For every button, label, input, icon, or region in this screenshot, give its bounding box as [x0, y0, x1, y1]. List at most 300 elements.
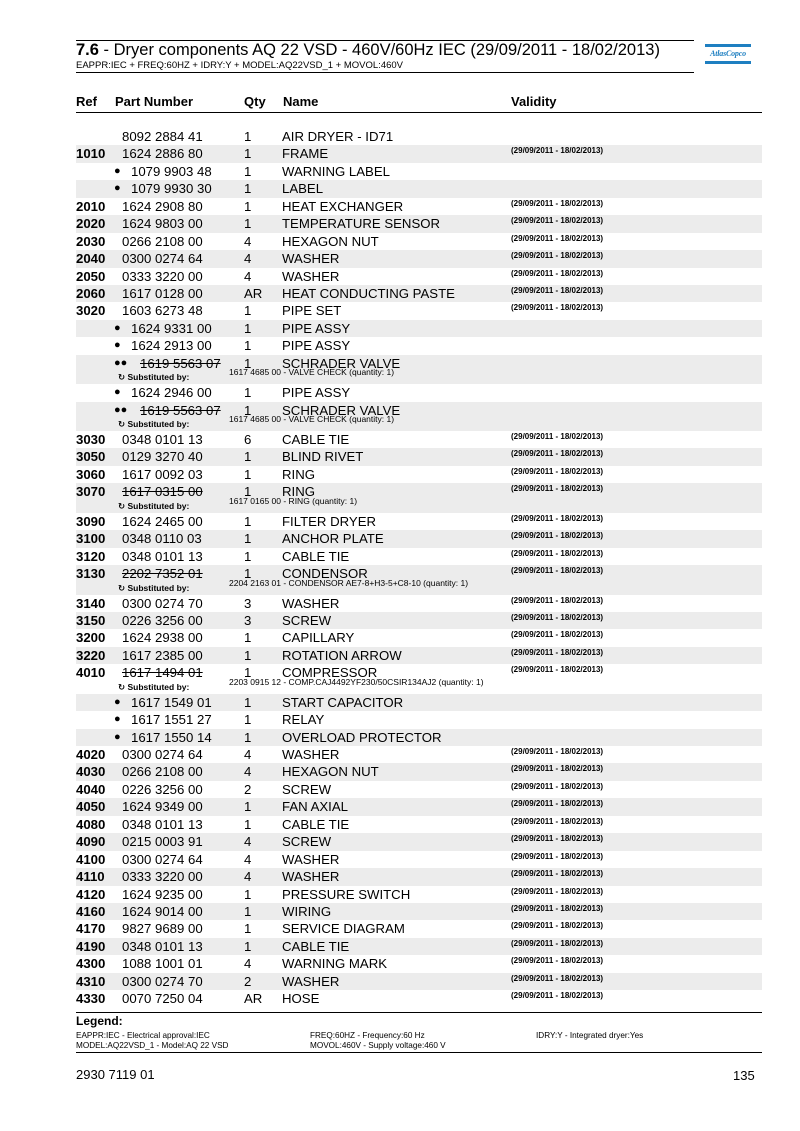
row-part-number: 1624 2913 00: [131, 338, 212, 354]
table-row: [76, 355, 762, 372]
table-row: [76, 431, 762, 448]
row-ref: 3140: [76, 595, 106, 611]
row-part-number: 0129 3270 40: [122, 449, 203, 465]
row-ref: 4080: [76, 816, 106, 832]
row-part-number: 0300 0274 70: [122, 973, 203, 989]
row-validity: (29/09/2011 - 18/02/2013): [511, 869, 604, 879]
row-part-number: 8092 2884 41: [122, 129, 203, 144]
row-part-number: 1617 1550 14: [131, 729, 212, 745]
footer-rule: [76, 1052, 762, 1053]
indent-bullet-icon: ●●: [114, 403, 128, 416]
indent-bullet-icon: ●: [114, 386, 121, 399]
row-ref: 3150: [76, 612, 106, 628]
indent-bullet-icon: ●: [114, 182, 121, 195]
row-name: PIPE ASSY: [282, 338, 351, 354]
row-validity: (29/09/2011 - 18/02/2013): [511, 834, 604, 844]
table-row: [76, 337, 762, 354]
row-validity: (29/09/2011 - 18/02/2013): [511, 303, 604, 313]
row-qty: 1: [244, 548, 252, 564]
row-part-number: 0348 0101 13: [122, 432, 203, 447]
row-ref: 3130: [76, 566, 106, 582]
row-name: CABLE TIE: [282, 432, 350, 447]
row-qty: 1: [244, 303, 252, 319]
row-name: SERVICE DIAGRAM: [282, 921, 405, 937]
row-name: FRAME: [282, 146, 329, 162]
table-row: [76, 729, 762, 746]
legend-title: Legend:: [76, 1014, 123, 1028]
row-qty: 1: [244, 449, 252, 465]
row-validity: (29/09/2011 - 18/02/2013): [511, 612, 604, 622]
row-validity: (29/09/2011 - 18/02/2013): [511, 938, 604, 948]
table-row: [76, 302, 762, 319]
row-validity: (29/09/2011 - 18/02/2013): [511, 764, 604, 774]
table-row: [76, 215, 762, 232]
substituted-by-label: [118, 419, 189, 430]
row-validity: (29/09/2011 - 18/02/2013): [511, 216, 604, 226]
row-ref: 3060: [76, 466, 106, 482]
section-title: - Dryer components AQ 22 VSD - 460V/60Hz IEC (29/09/2011 - 18/02/2013): [103, 41, 660, 59]
row-qty: 1: [244, 665, 252, 681]
column-header-name: Name: [283, 94, 319, 109]
row-validity: (29/09/2011 - 18/02/2013): [511, 513, 604, 523]
row-name: ANCHOR PLATE: [282, 531, 384, 547]
indent-bullet-icon: ●: [114, 713, 121, 726]
substituted-by-text: Substituted by:: [127, 372, 190, 383]
row-qty: 1: [244, 531, 252, 547]
row-name: CABLE TIE: [282, 548, 350, 564]
row-ref: 2030: [76, 233, 106, 249]
row-qty: 1: [244, 216, 252, 232]
row-name: RING: [282, 466, 315, 482]
legend-freq: FREQ:60HZ - Frequency:60 Hz: [310, 1031, 425, 1040]
row-name: WASHER: [282, 747, 340, 762]
row-qty: 1: [244, 729, 252, 745]
table-row: [76, 466, 762, 483]
row-validity: (29/09/2011 - 18/02/2013): [511, 991, 604, 1001]
table-row: [76, 781, 762, 798]
row-ref: 3030: [76, 432, 106, 447]
row-part-number: 0333 3220 00: [122, 869, 203, 885]
substituted-by-label: [118, 583, 189, 594]
substitution-row: [76, 495, 762, 513]
row-part-number: 1624 9014 00: [122, 903, 203, 919]
table-row: [76, 746, 762, 763]
row-name: CABLE TIE: [282, 816, 350, 832]
row-qty: 3: [244, 595, 252, 611]
table-row: [76, 128, 762, 145]
substituted-by-text: Substituted by:: [127, 582, 190, 593]
row-validity: (29/09/2011 - 18/02/2013): [511, 268, 604, 278]
table-row: [76, 595, 762, 612]
row-validity: (29/09/2011 - 18/02/2013): [511, 146, 604, 156]
row-qty: 4: [244, 869, 252, 885]
row-name: HEAT EXCHANGER: [282, 198, 404, 214]
row-part-number: 0300 0274 70: [122, 595, 203, 611]
row-validity: (29/09/2011 - 18/02/2013): [511, 903, 604, 913]
row-validity: (29/09/2011 - 18/02/2013): [511, 973, 604, 983]
row-qty: 4: [244, 233, 252, 249]
table-row: [76, 938, 762, 955]
row-qty: 1: [244, 355, 252, 371]
table-row: [76, 833, 762, 850]
row-name: ROTATION ARROW: [282, 647, 402, 663]
substitute-part: 1617 0165 00 - RING (quantity: 1): [229, 495, 358, 506]
substitute-part: 2203 0915 12 - COMP.CAJ4492YF230/50CSIR134AJ2 (quantity: 1): [229, 676, 484, 687]
row-part-number: 0300 0274 64: [122, 251, 203, 267]
page-subtitle: EAPPR:IEC + FREQ:60HZ + IDRY:Y + MODEL:AQ22VSD_1 + MOVOL:460V: [76, 60, 404, 71]
legend-movol: MOVOL:460V - Supply voltage:460 V: [310, 1041, 446, 1050]
row-ref: 2040: [76, 251, 106, 267]
row-name: PIPE ASSY: [282, 320, 351, 336]
substitute-part: 1617 4685 00 - VALVE CHECK (quantity: 1): [229, 367, 395, 378]
row-part-number: 1079 9930 30: [131, 181, 212, 197]
legend-model: MODEL:AQ22VSD_1 - Model:AQ 22 VSD: [76, 1041, 229, 1050]
row-validity: (29/09/2011 - 18/02/2013): [511, 956, 604, 966]
table-row: [76, 198, 762, 215]
table-row: [76, 868, 762, 885]
row-ref: 3050: [76, 449, 106, 465]
row-qty: 4: [244, 251, 252, 267]
column-header-part-number: Part Number: [115, 94, 194, 109]
row-qty: 1: [244, 799, 252, 815]
row-validity: (29/09/2011 - 18/02/2013): [511, 566, 604, 576]
substitution-row: [76, 577, 762, 595]
row-ref: 4040: [76, 781, 106, 797]
row-validity: (29/09/2011 - 18/02/2013): [511, 886, 604, 896]
table-row: [76, 268, 762, 285]
page-title: [76, 41, 660, 60]
row-part-number: 9827 9689 00: [122, 921, 203, 937]
row-part-number: 1624 2465 00: [122, 513, 203, 529]
table-row: [76, 180, 762, 197]
substituted-by-label: [118, 372, 189, 383]
table-row: [76, 973, 762, 990]
section-number: 7.6: [76, 41, 99, 59]
row-ref: 4020: [76, 747, 106, 762]
table-row: [76, 163, 762, 180]
substitution-row: [76, 414, 762, 431]
column-header-rule: [76, 112, 762, 113]
row-part-number: 1617 0092 03: [122, 466, 203, 482]
row-qty: 1: [244, 163, 252, 179]
row-ref: 4170: [76, 921, 106, 937]
row-ref: 2010: [76, 198, 106, 214]
row-name: FAN AXIAL: [282, 799, 348, 815]
row-qty: 1: [244, 694, 252, 710]
row-qty: 1: [244, 903, 252, 919]
row-name: START CAPACITOR: [282, 694, 404, 710]
row-name: AIR DRYER - ID71: [282, 129, 394, 144]
refresh-icon: ↻: [118, 372, 128, 383]
table-row: [76, 990, 762, 1007]
row-validity: (29/09/2011 - 18/02/2013): [511, 851, 604, 861]
row-qty: 1: [244, 402, 252, 418]
row-name: CABLE TIE: [282, 938, 350, 954]
row-part-number: 1624 2908 80: [122, 198, 203, 214]
header-bottom-rule: [76, 72, 694, 73]
legend-idry: IDRY:Y - Integrated dryer:Yes: [536, 1031, 644, 1040]
row-part-number: 0266 2108 00: [122, 233, 203, 249]
row-ref: 4190: [76, 938, 106, 954]
row-name: RELAY: [282, 712, 325, 728]
logo-text: AtlasCopco: [710, 49, 746, 58]
row-qty: 1: [244, 146, 252, 162]
row-part-number: 0300 0274 64: [122, 747, 203, 762]
table-row: [76, 629, 762, 646]
row-ref: 4330: [76, 991, 106, 1007]
table-row: [76, 851, 762, 868]
row-part-number: 0215 0003 91: [122, 834, 203, 850]
row-part-number: 0348 0101 13: [122, 548, 203, 564]
table-row: [76, 763, 762, 780]
row-name: RING: [282, 484, 315, 500]
row-part-number: 1619 5563 07: [140, 402, 221, 418]
row-part-number: 1624 2886 80: [122, 146, 203, 162]
row-qty: 4: [244, 956, 252, 972]
row-qty: 1: [244, 385, 252, 401]
column-header-validity: Validity: [511, 94, 557, 109]
substitution-row: [76, 367, 762, 384]
row-validity: (29/09/2011 - 18/02/2013): [511, 285, 604, 295]
indent-bullet-icon: ●: [114, 164, 121, 177]
row-qty: 4: [244, 834, 252, 850]
row-qty: 4: [244, 764, 252, 780]
row-part-number: 0348 0101 13: [122, 816, 203, 832]
row-name: HOSE: [282, 991, 320, 1007]
substitute-part: 2204 2163 01 - CONDENSOR AE7-8+H3-5+C8-10 (quantity: 1): [229, 577, 469, 588]
row-validity: (29/09/2011 - 18/02/2013): [511, 198, 604, 208]
row-ref: 3100: [76, 531, 106, 547]
row-qty: 1: [244, 198, 252, 214]
row-validity: (29/09/2011 - 18/02/2013): [511, 816, 604, 826]
row-name: WASHER: [282, 595, 340, 611]
row-name: PIPE ASSY: [282, 385, 351, 401]
parts-table: [76, 128, 762, 1008]
row-qty: 1: [244, 181, 252, 197]
row-name: WASHER: [282, 973, 340, 989]
refresh-icon: ↻: [118, 681, 128, 692]
row-qty: 2: [244, 973, 252, 989]
row-name: WASHER: [282, 251, 340, 267]
substituted-by-label: [118, 501, 189, 512]
table-row: [76, 250, 762, 267]
row-validity: (29/09/2011 - 18/02/2013): [511, 484, 604, 494]
indent-bullet-icon: ●: [114, 339, 121, 352]
legend-eappr: EAPPR:IEC - Electrical approval:IEC: [76, 1031, 210, 1040]
indent-bullet-icon: ●: [114, 321, 121, 334]
row-validity: (29/09/2011 - 18/02/2013): [511, 466, 604, 476]
row-qty: 2: [244, 781, 252, 797]
row-name: WASHER: [282, 268, 340, 284]
row-ref: 4030: [76, 764, 106, 780]
row-part-number: 0348 0110 03: [122, 531, 202, 547]
column-header-qty: Qty: [244, 94, 266, 109]
row-validity: (29/09/2011 - 18/02/2013): [511, 781, 604, 791]
row-qty: 1: [244, 513, 252, 529]
row-ref: 3120: [76, 548, 106, 564]
row-part-number: 1624 2946 00: [131, 385, 212, 401]
row-name: TEMPERATURE SENSOR: [282, 216, 441, 232]
row-ref: 3090: [76, 513, 106, 529]
row-name: OVERLOAD PROTECTOR: [282, 729, 442, 745]
row-ref: 3220: [76, 647, 106, 663]
row-validity: (29/09/2011 - 18/02/2013): [511, 251, 604, 261]
row-part-number: 0226 3256 00: [122, 612, 203, 628]
row-qty: 1: [244, 320, 252, 336]
table-row: [76, 285, 762, 302]
row-name: WARNING LABEL: [282, 163, 390, 179]
row-name: LABEL: [282, 181, 324, 197]
indent-bullet-icon: ●: [114, 730, 121, 743]
row-name: CAPILLARY: [282, 630, 355, 646]
row-part-number: 1617 2385 00: [122, 647, 203, 663]
row-ref: 4160: [76, 903, 106, 919]
row-qty: AR: [244, 991, 263, 1007]
table-row: [76, 483, 762, 500]
table-row: [76, 711, 762, 728]
row-name: HEXAGON NUT: [282, 233, 379, 249]
row-part-number: 1619 5563 07: [140, 355, 221, 371]
row-qty: 1: [244, 338, 252, 354]
column-header-ref: Ref: [76, 94, 97, 109]
row-name: CONDENSOR: [282, 566, 368, 582]
refresh-icon: ↻: [118, 419, 128, 429]
row-name: FILTER DRYER: [282, 513, 377, 529]
row-ref: 3200: [76, 630, 106, 646]
row-qty: 1: [244, 566, 252, 582]
row-part-number: 2202 7352 01: [122, 566, 203, 582]
row-part-number: 1624 9235 00: [122, 886, 203, 902]
row-qty: 1: [244, 712, 252, 728]
row-part-number: 1624 9803 00: [122, 216, 203, 232]
page-number: 135: [733, 1068, 755, 1083]
row-part-number: 1624 9349 00: [122, 799, 203, 815]
table-row: [76, 448, 762, 465]
row-validity: (29/09/2011 - 18/02/2013): [511, 747, 604, 756]
row-name: WIRING: [282, 903, 332, 919]
table-row: [76, 647, 762, 664]
substituted-by-text: Substituted by:: [127, 419, 190, 429]
row-name: SCREW: [282, 781, 332, 797]
row-validity: (29/09/2011 - 18/02/2013): [511, 921, 604, 931]
indent-bullet-icon: ●●: [114, 356, 128, 369]
row-name: WASHER: [282, 869, 340, 885]
row-name: SCHRADER VALVE: [282, 355, 401, 371]
row-validity: (29/09/2011 - 18/02/2013): [511, 449, 604, 459]
row-ref: 2060: [76, 285, 106, 301]
row-part-number: 0226 3256 00: [122, 781, 203, 797]
row-validity: (29/09/2011 - 18/02/2013): [511, 233, 604, 243]
row-name: SCHRADER VALVE: [282, 402, 401, 418]
row-name: BLIND RIVET: [282, 449, 364, 465]
row-qty: 6: [244, 432, 252, 447]
row-part-number: 1617 1549 01: [131, 694, 212, 710]
row-name: HEXAGON NUT: [282, 764, 379, 780]
row-part-number: 1617 0128 00: [122, 285, 203, 301]
row-qty: 1: [244, 647, 252, 663]
table-row: [76, 320, 762, 337]
row-validity: (29/09/2011 - 18/02/2013): [511, 665, 604, 675]
table-row: [76, 920, 762, 937]
table-row: [76, 816, 762, 833]
row-name: SCREW: [282, 834, 332, 850]
table-row: [76, 548, 762, 565]
row-ref: 3070: [76, 484, 106, 500]
row-name: SCREW: [282, 612, 332, 628]
table-row: [76, 612, 762, 629]
row-qty: 4: [244, 747, 252, 762]
row-validity: (29/09/2011 - 18/02/2013): [511, 630, 604, 640]
table-row: [76, 955, 762, 972]
refresh-icon: ↻: [118, 500, 128, 511]
row-part-number: 0348 0101 13: [122, 938, 203, 954]
row-part-number: 0333 3220 00: [122, 268, 203, 284]
substitute-part: 1617 4685 00 - VALVE CHECK (quantity: 1): [229, 414, 395, 424]
row-qty: 4: [244, 851, 252, 867]
row-ref: 4120: [76, 886, 106, 902]
table-row: [76, 384, 762, 401]
document-number: 2930 7119 01: [76, 1067, 155, 1082]
row-qty: 1: [244, 816, 252, 832]
refresh-icon: ↻: [118, 582, 128, 593]
table-row: [76, 694, 762, 711]
row-name: PRESSURE SWITCH: [282, 886, 411, 902]
row-part-number: 1624 2938 00: [122, 630, 203, 646]
row-name: COMPRESSOR: [282, 665, 378, 681]
row-validity: (29/09/2011 - 18/02/2013): [511, 432, 604, 441]
row-qty: 1: [244, 484, 252, 500]
row-validity: (29/09/2011 - 18/02/2013): [511, 531, 604, 541]
row-validity: (29/09/2011 - 18/02/2013): [511, 647, 604, 657]
row-name: HEAT CONDUCTING PASTE: [282, 285, 455, 301]
row-ref: 1010: [76, 146, 106, 162]
row-part-number: 0070 7250 04: [122, 991, 203, 1007]
row-name: WASHER: [282, 851, 340, 867]
substitution-row: [76, 676, 762, 694]
row-ref: 4050: [76, 799, 106, 815]
table-row: [76, 798, 762, 815]
table-row: [76, 513, 762, 530]
table-row: [76, 886, 762, 903]
substituted-by-text: Substituted by:: [127, 500, 190, 511]
row-validity: (29/09/2011 - 18/02/2013): [511, 799, 604, 809]
table-row: [76, 903, 762, 920]
row-qty: 1: [244, 921, 252, 937]
row-qty: 1: [244, 630, 252, 646]
row-ref: 4090: [76, 834, 106, 850]
table-row: [76, 402, 762, 419]
table-row: [76, 530, 762, 547]
row-part-number: 0266 2108 00: [122, 764, 203, 780]
row-part-number: 1079 9903 48: [131, 163, 212, 179]
row-name: PIPE SET: [282, 303, 342, 319]
table-row: [76, 145, 762, 162]
row-ref: 4110: [76, 869, 105, 885]
substituted-by-label: [118, 682, 189, 693]
legend-rule: [76, 1012, 762, 1013]
indent-bullet-icon: ●: [114, 695, 121, 708]
row-validity: (29/09/2011 - 18/02/2013): [511, 595, 604, 605]
row-ref: 4310: [76, 973, 106, 989]
row-part-number: 1617 1551 27: [131, 712, 212, 728]
atlas-copco-logo: [705, 44, 751, 68]
row-qty: 1: [244, 886, 252, 902]
substituted-by-text: Substituted by:: [127, 681, 190, 692]
row-ref: 4300: [76, 956, 106, 972]
row-ref: 2050: [76, 268, 106, 284]
row-part-number: 1088 1001 01: [122, 956, 203, 972]
row-qty: 1: [244, 129, 252, 144]
